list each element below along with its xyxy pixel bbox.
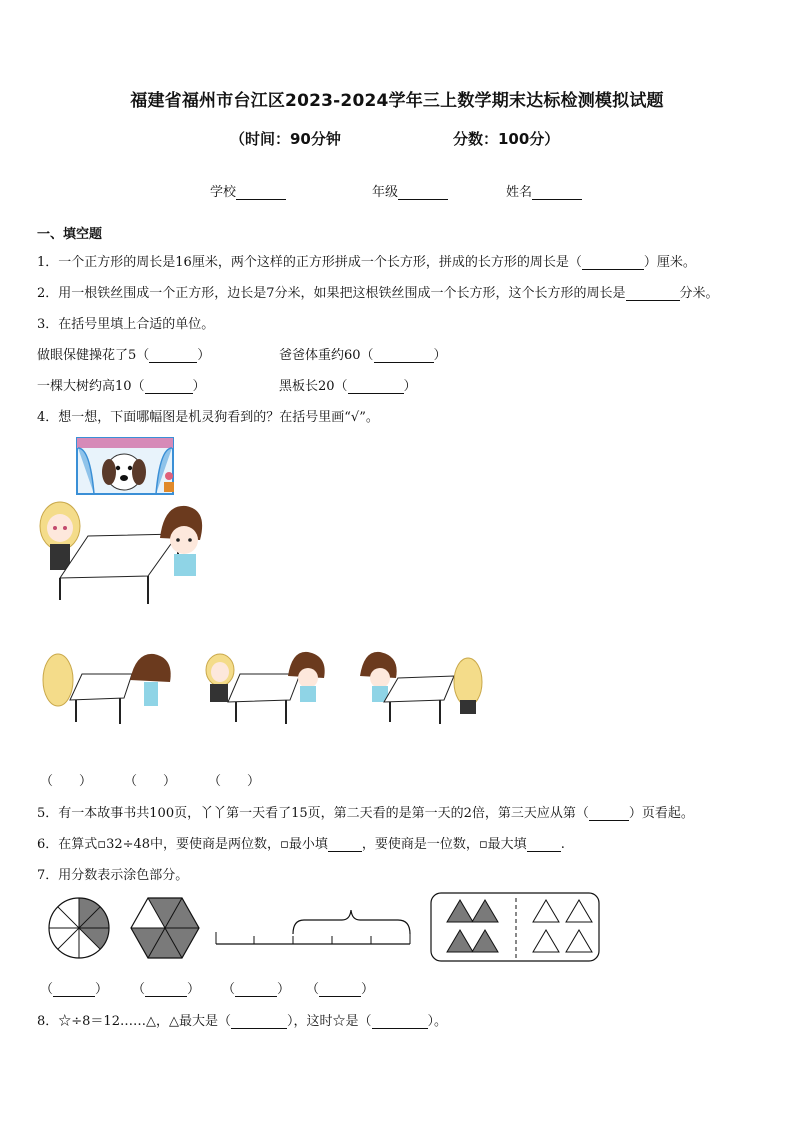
fraction-segment-figure: [214, 906, 414, 946]
grade-field[interactable]: 年级: [372, 181, 448, 200]
q3-blank-4[interactable]: [348, 381, 404, 394]
name-field[interactable]: 姓名: [506, 181, 582, 200]
q7-answer-2[interactable]: （ ）: [132, 982, 201, 997]
q7-answer-3[interactable]: （ ）: [222, 982, 291, 997]
question-4: 4．想一想，下面哪幅图是机灵狗看到的？在括号里画“√”。: [37, 410, 379, 425]
q4-option-3-answer[interactable]: （ ）: [208, 774, 261, 789]
question-2: 2．用一根铁丝围成一个正方形，边长是7分米，如果把这根铁丝围成一个长方形，这个长方形的周长是 分米。: [37, 286, 719, 301]
question-5: 5．有一本故事书共100页，丫丫第一天看了15页，第二天看的是第一天的2倍，第三天应从第（ ）页看起。: [37, 806, 694, 821]
main-scene-illustration: [38, 500, 198, 606]
q6-blank-min[interactable]: [328, 839, 362, 852]
q7-answer-4[interactable]: （ ）: [306, 982, 375, 997]
fraction-hexagon-figure: [129, 896, 201, 960]
question-7: 7．用分数表示涂色部分。: [37, 868, 189, 883]
q3-item-3: 一棵大树约高10（ ）: [37, 379, 206, 394]
q3-item-1: 做眼保健操花了5（ ）: [37, 348, 211, 363]
exam-score: 分数：100分）: [453, 130, 560, 148]
q8-blank-star[interactable]: [372, 1016, 428, 1029]
q5-answer-blank[interactable]: [589, 808, 629, 821]
q3-blank-2[interactable]: [374, 350, 434, 363]
q8-blank-triangle[interactable]: [231, 1016, 287, 1029]
question-6: 6．在算式▫32÷48中，要使商是两位数，▫最小填 ，要使商是一位数，▫最大填 .: [37, 837, 565, 852]
q2-answer-blank[interactable]: [626, 288, 680, 301]
option-views-illustration: [40, 652, 480, 726]
question-1: 1．一个正方形的周长是16厘米，两个这样的正方形拼成一个长方形，拼成的长方形的周长是（ ）厘米。: [37, 255, 696, 270]
page-title: 福建省福州市台江区2023-2024学年三上数学期末达标检测模拟试题: [130, 91, 664, 111]
q1-answer-blank[interactable]: [582, 257, 644, 270]
exam-time: （时间：90分钟: [230, 130, 341, 148]
question-8: 8．☆÷8＝12……△，△最大是（ ），这时☆是（ ）。: [37, 1014, 448, 1029]
section-fill-blank: 一、填空题: [37, 227, 103, 242]
q3-item-2: 爸爸体重约60（ ）: [279, 348, 447, 363]
q6-blank-max[interactable]: [527, 839, 561, 852]
fraction-circle-figure: [47, 896, 111, 960]
q3-item-4: 黑板长20（ ）: [279, 379, 417, 394]
q4-option-1-answer[interactable]: （ ）: [40, 774, 93, 789]
fraction-triangles-figure: [430, 892, 602, 964]
question-3: 3．在括号里填上合适的单位。: [37, 317, 215, 332]
q4-option-2-answer[interactable]: （ ）: [124, 774, 177, 789]
dog-window-illustration: [76, 436, 176, 496]
q3-blank-3[interactable]: [145, 381, 193, 394]
q3-blank-1[interactable]: [149, 350, 197, 363]
q7-answer-1[interactable]: （ ）: [40, 982, 109, 997]
school-field[interactable]: 学校: [210, 181, 286, 200]
